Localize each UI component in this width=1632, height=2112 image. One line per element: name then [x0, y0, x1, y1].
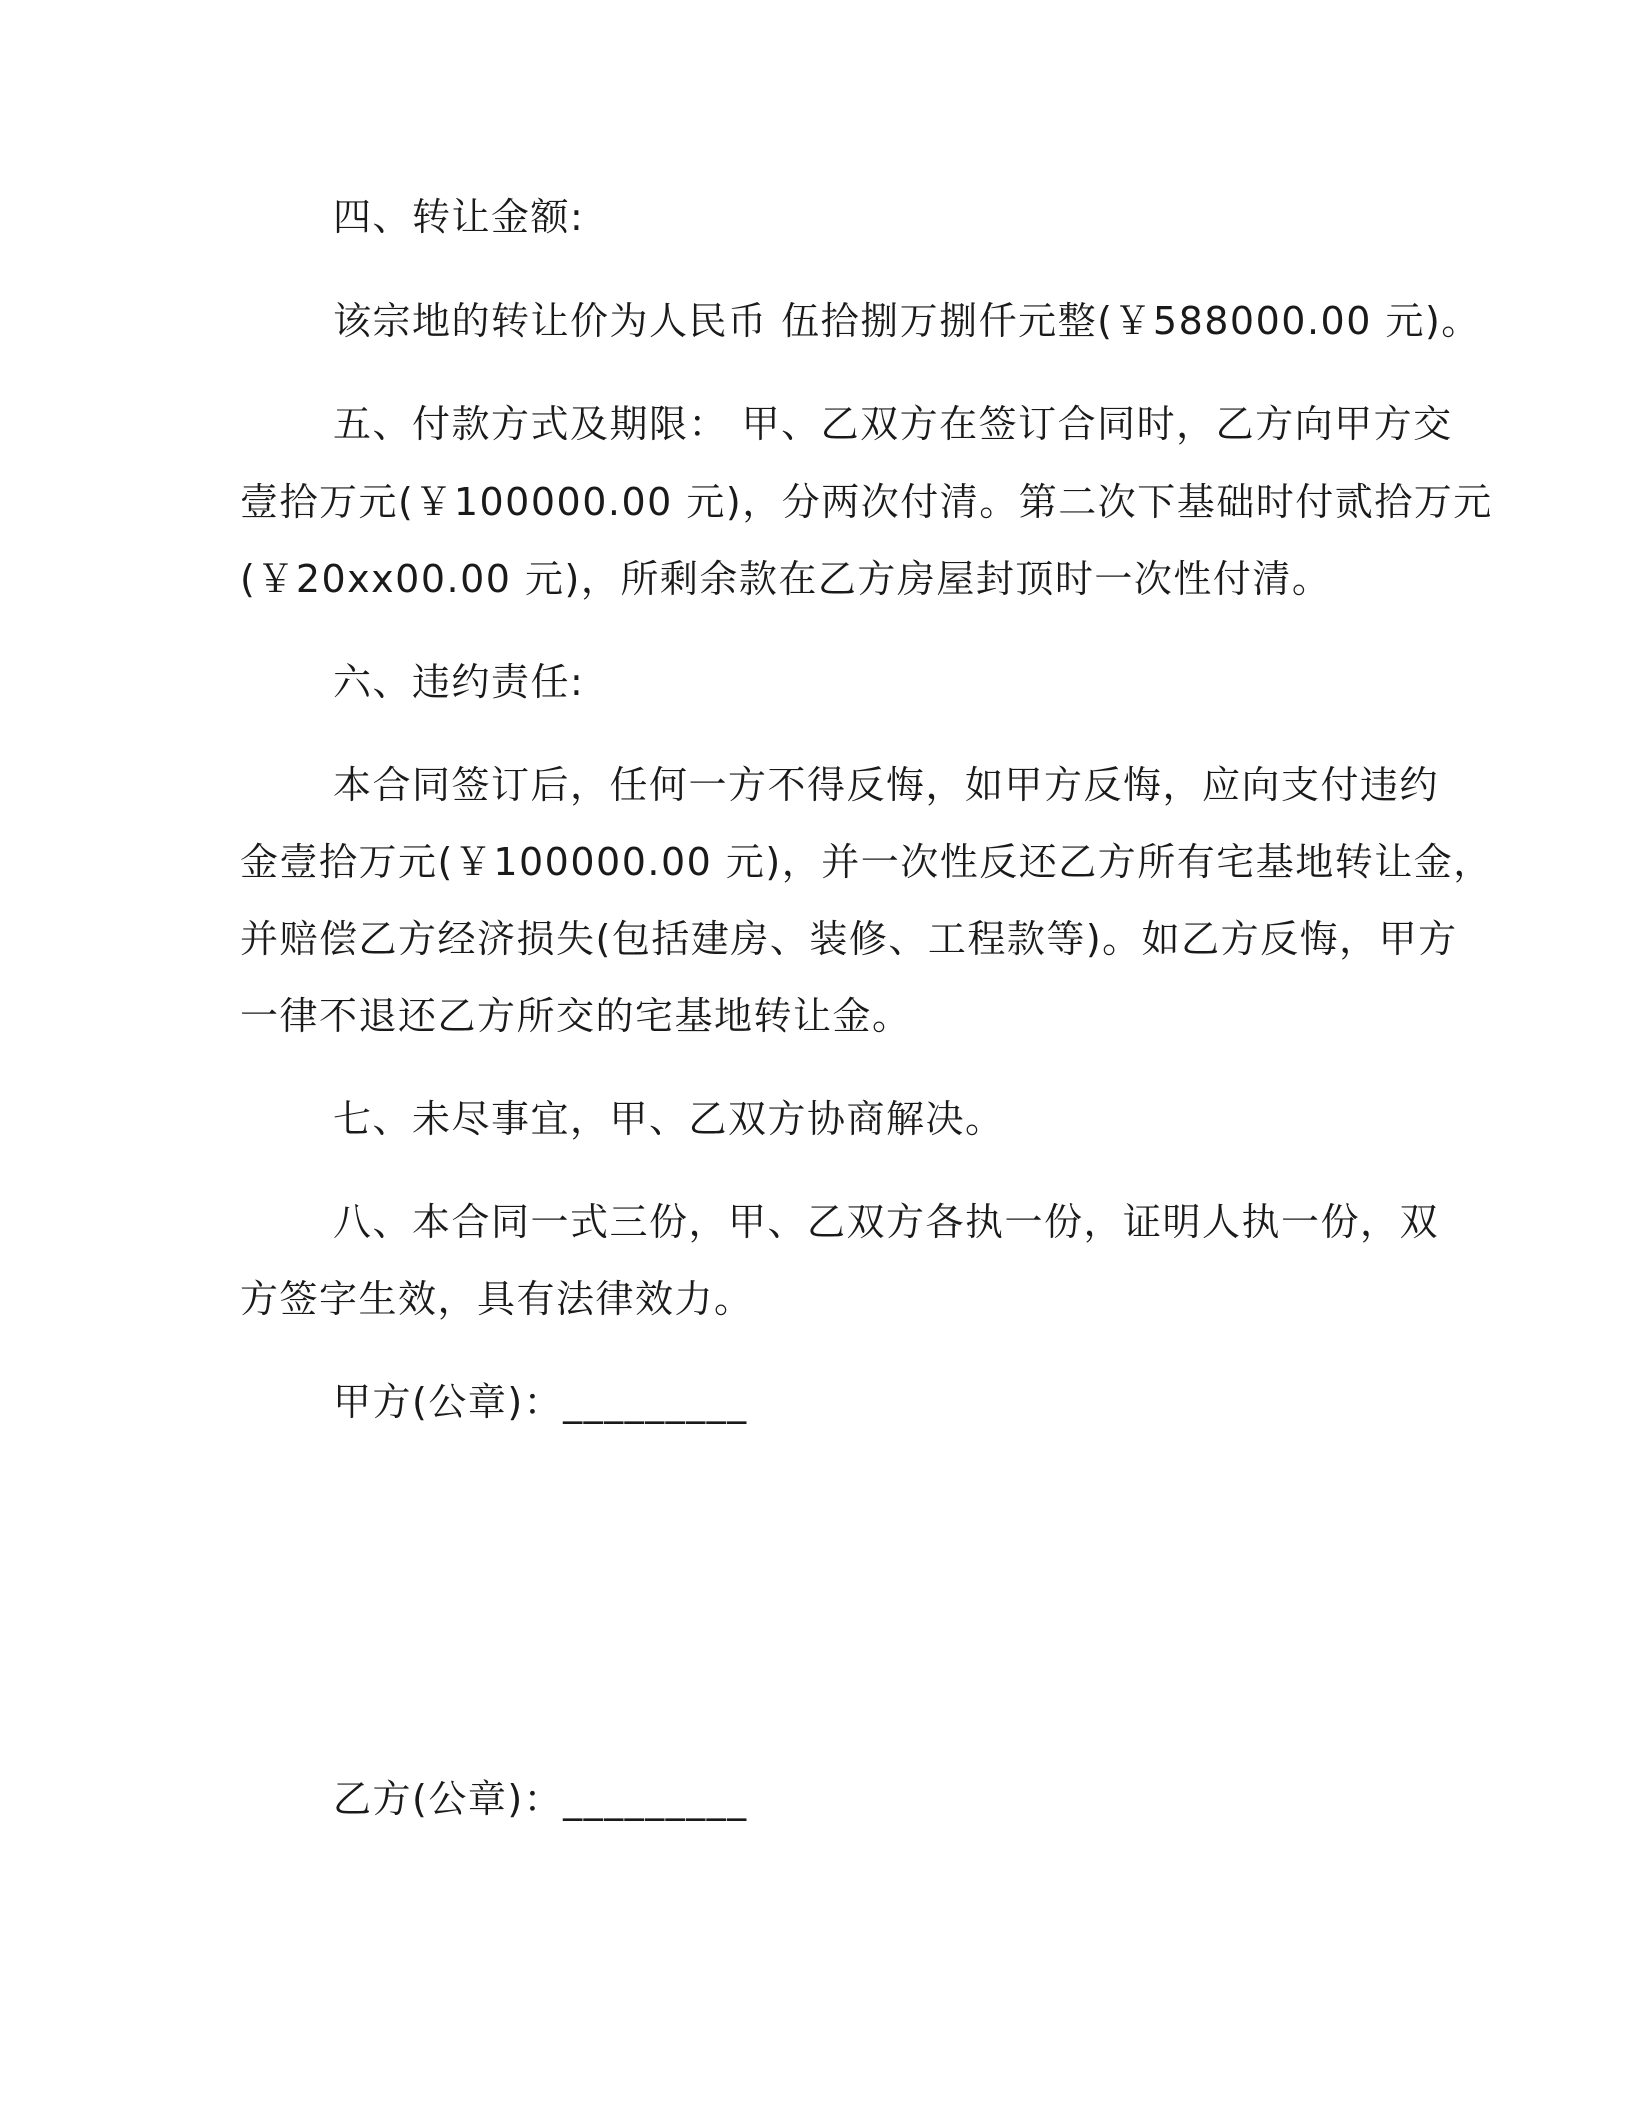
section-8-line-2: 方签字生效，具有法律效力。 [240, 1277, 754, 1321]
section-5-line-3: (￥20xx00.00 元)，所剩余款在乙方房屋封顶时一次性付清。 [240, 557, 1332, 601]
party-a-signature: 甲方(公章)：_________ [333, 1380, 748, 1424]
section-8-line-1: 八、本合同一式三份，甲、乙双方各执一份，证明人执一份，双 [333, 1200, 1440, 1244]
section-6-line-4: 一律不退还乙方所交的宅基地转让金。 [240, 994, 912, 1038]
section-5-line-2: 壹拾万元(￥100000.00 元)，分两次付清。第二次下基础时付贰拾万元 [240, 480, 1493, 524]
section-4-heading: 四、转让金额: [333, 195, 585, 239]
section-5-line-1: 五、付款方式及期限： 甲、乙双方在签订合同时，乙方向甲方交 [333, 402, 1453, 446]
section-4-body: 该宗地的转让价为人民币 伍拾捌万捌仟元整(￥588000.00 元)。 [333, 299, 1481, 343]
section-7-text: 七、未尽事宜，甲、乙双方协商解决。 [333, 1097, 1005, 1141]
section-6-heading: 六、违约责任: [333, 660, 585, 704]
section-6-line-1: 本合同签订后，任何一方不得反悔，如甲方反悔，应向支付违约 [333, 763, 1440, 807]
section-6-line-2: 金壹拾万元(￥100000.00 元)，并一次性反还乙方所有宅基地转让金， [240, 840, 1493, 884]
section-6-line-3: 并赔偿乙方经济损失(包括建房、装修、工程款等)。如乙方反悔，甲方 [240, 917, 1458, 961]
party-b-signature: 乙方(公章)：_________ [333, 1777, 748, 1821]
